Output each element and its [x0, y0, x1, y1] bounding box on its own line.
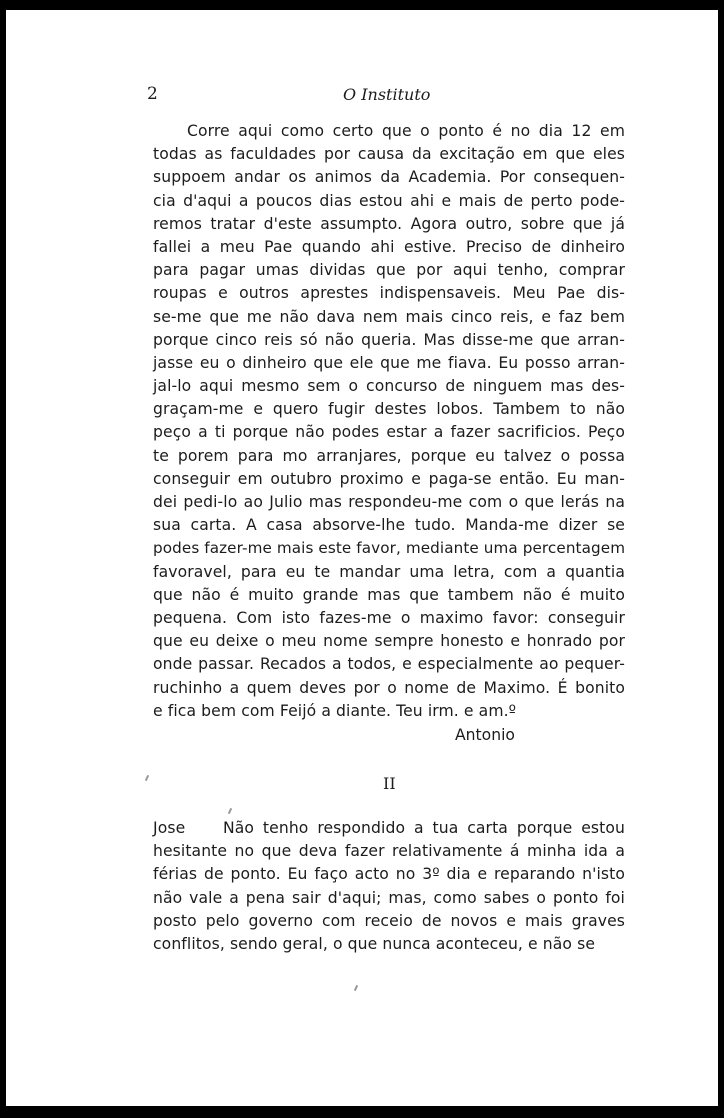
text-line: férias de ponto. Eu faço acto no 3º dia e reparando n'isto [153, 865, 625, 884]
text-line: podes fazer-me mais este favor, mediante uma percentagem [153, 539, 626, 558]
text-line: graçam-me e quero fugir destes lobos. Tambem to não [153, 400, 625, 419]
text-line: dei pedi-lo ao Julio mas respondeu-me com o que lerás na [153, 493, 625, 511]
text-line: ruchinho a quem deves por o nome de Maximo. É bonito [153, 678, 625, 697]
text-line-first [153, 817, 625, 840]
text-line: para pagar umas dividas que por aqui tenho, comprar [153, 261, 625, 280]
text-line: que não é muito grande mas que tambem não é muito [153, 585, 625, 604]
text-line: todas as faculdades por causa da excitação em que eles [153, 145, 625, 164]
text-line: peço a ti porque não podes estar a fazer sacrificios. Peço [153, 423, 625, 442]
text-line: pequena. Com isto fazes-me o maximo favor: conseguir [153, 608, 625, 627]
salutation: Jose [153, 819, 186, 837]
text-line: onde passar. Recados a todos, e especialmente ao pequer- [153, 655, 625, 674]
text-line: se-me que me não dava nem mais cinco reis, e faz bem [153, 307, 625, 326]
text-line: jal-lo aqui mesmo sem o concurso de ninguem mas des- [153, 377, 625, 396]
text-line: roupas e outros aprestes indispensaveis. Meu Pae dis- [153, 284, 625, 303]
text-line: porque cinco reis só não queria. Mas disse-me que arran- [153, 330, 625, 349]
section-number: II [383, 774, 396, 793]
text-line: hesitante no que deva fazer relativamente á minha ida a [153, 842, 625, 861]
text-line: conseguir em outubro proximo e paga-se então. Eu man- [153, 469, 625, 488]
running-title: O Instituto [343, 85, 431, 104]
text-line: que eu deixe o meu nome sempre honesto e honrado por [153, 632, 625, 651]
text-line: Corre aqui como certo que o ponto é no dia 12 em [187, 122, 625, 140]
text-line: não vale a pena sair d'aqui; mas, como sabes o ponto foi [153, 888, 625, 907]
letter-2-body [153, 817, 625, 956]
text-line: cia d'aqui a poucos dias estou ahi e mais de perto pode- [153, 191, 625, 210]
letter-1-body [153, 120, 625, 723]
text-line: te porem para mo arranjares, porque eu talvez o possa [153, 446, 625, 465]
text-line: suppoem andar os animos da Academia. Por consequen- [153, 168, 625, 187]
text-line: e fica bem com Feijó a diante. Teu irm. e am.º [153, 701, 517, 720]
text-line: conflitos, sendo geral, o que nunca aconteceu, e não se [153, 934, 596, 953]
text-line: favoravel, para eu te mandar uma letra, com a quantia [153, 562, 625, 581]
text-line: fallei a meu Pae quando ahi estive. Preciso de dinheiro [153, 237, 625, 256]
text-line: posto pelo governo com receio de novos e mais graves [153, 911, 625, 930]
signature: Antonio [455, 726, 515, 744]
text-line: jasse eu o dinheiro que ele que me fiava. Eu posso arran- [153, 353, 625, 372]
page-number: 2 [147, 84, 158, 104]
text-line: sua carta. A casa absorve-lhe tudo. Manda-me dizer se [153, 516, 625, 535]
text-line: remos tratar d'este assumpto. Agora outro, sobre que já [153, 214, 625, 233]
first-line-text: Não tenho respondido a tua carta porque estou [223, 819, 625, 837]
